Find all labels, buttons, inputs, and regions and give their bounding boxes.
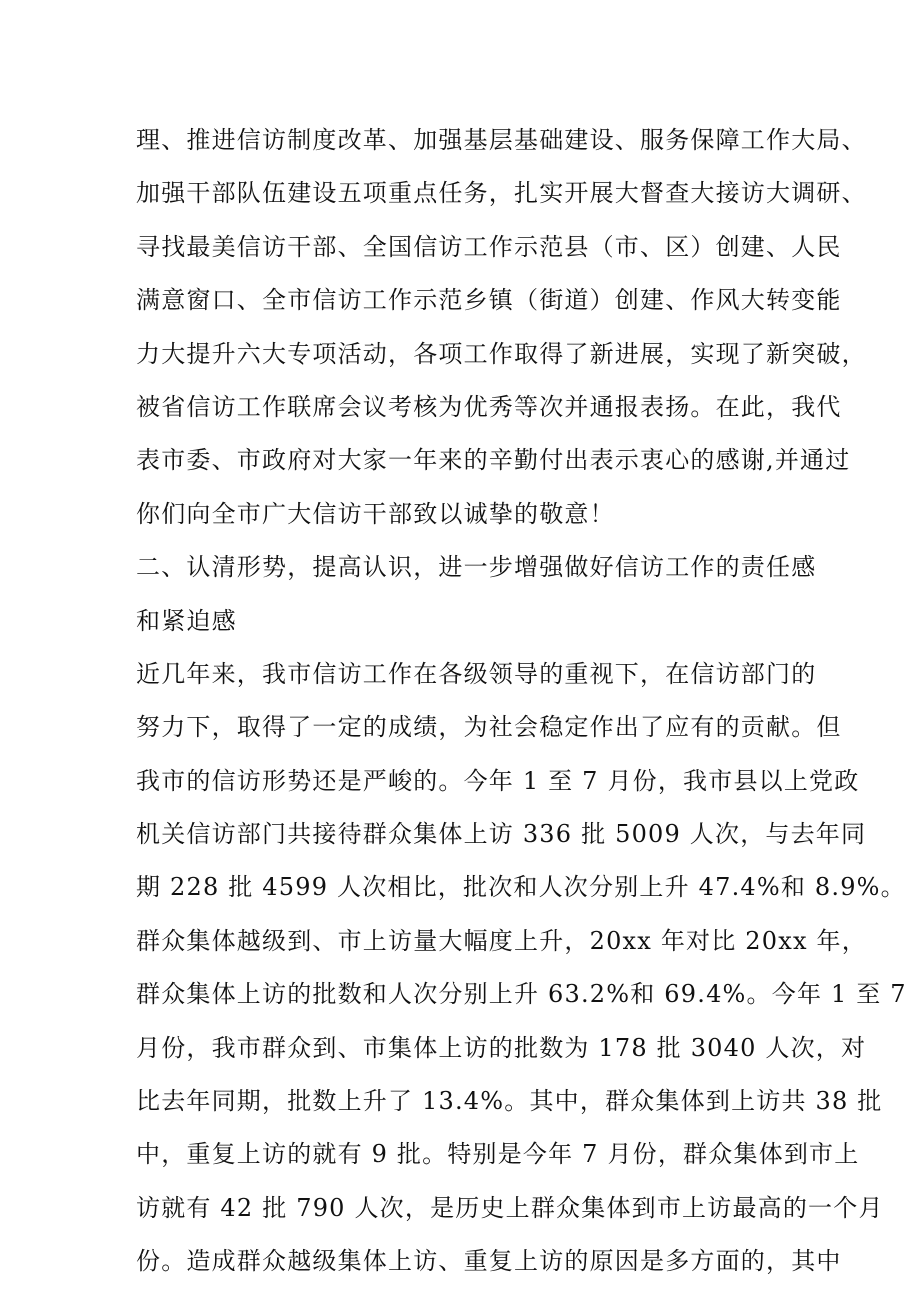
text-line: 群众集体越级到、市上访量大幅度上升，20xx 年对比 20xx 年， xyxy=(136,926,867,955)
text-line: 被省信访工作联席会议考核为优秀等次并通报表扬。在此，我代 xyxy=(136,392,842,421)
text-line: 努力下，取得了一定的成绩，为社会稳定作出了应有的贡献。但 xyxy=(136,713,842,742)
body-text xyxy=(136,114,907,1289)
text-line: 群众集体上访的批数和人次分别上升 63.2%和 69.4%。今年 1 至 7 xyxy=(136,980,907,1009)
text-line: 份。造成群众越级集体上访、重复上访的原因是多方面的，其中 xyxy=(136,1247,842,1276)
text-line: 比去年同期，批数上升了 13.4%。其中，群众集体到上访共 38 批 xyxy=(136,1087,883,1116)
text-line: 理、推进信访制度改革、加强基层基础建设、服务保障工作大局、 xyxy=(136,126,867,154)
text-line: 寻找最美信访干部、全国信访工作示范县（市、区）创建、人民 xyxy=(136,232,842,261)
text-line: 中，重复上访的就有 9 批。特别是今年 7 月份，群众集体到市上 xyxy=(136,1140,860,1169)
text-line: 加强干部队伍建设五项重点任务，扎实开展大督查大接访大调研、 xyxy=(136,179,867,208)
text-line: 机关信访部门共接待群众集体上访 336 批 5009 人次，与去年同 xyxy=(136,820,867,849)
text-line: 我市的信访形势还是严峻的。今年 1 至 7 月份，我市县以上党政 xyxy=(136,766,860,795)
text-line: 表市委、市政府对大家一年来的辛勤付出表示衷心的感谢,并通过 xyxy=(136,446,851,475)
text-line: 月份，我市群众到、市集体上访的批数为 178 批 3040 人次，对 xyxy=(136,1033,867,1062)
text-line: 满意窗口、全市信访工作示范乡镇（街道）创建、作风大转变能 xyxy=(136,286,842,315)
section-heading-line: 二、认清形势，提高认识，进一步增强做好信访工作的责任感 xyxy=(136,553,817,582)
text-line: 近几年来，我市信访工作在各级领导的重视下，在信访部门的 xyxy=(136,659,817,688)
section-heading-line: 和紧迫感 xyxy=(136,606,237,635)
text-line: 期 228 批 4599 人次相比，批次和人次分别上升 47.4%和 8.9%。 xyxy=(136,873,906,902)
text-line: 你们向全市广大信访干部致以诚挚的敬意！ xyxy=(136,499,615,528)
text-line: 力大提升六大专项活动，各项工作取得了新进展，实现了新突破， xyxy=(136,339,867,368)
text-line: 访就有 42 批 790 人次，是历史上群众集体到市上访最高的一个月 xyxy=(136,1193,884,1222)
